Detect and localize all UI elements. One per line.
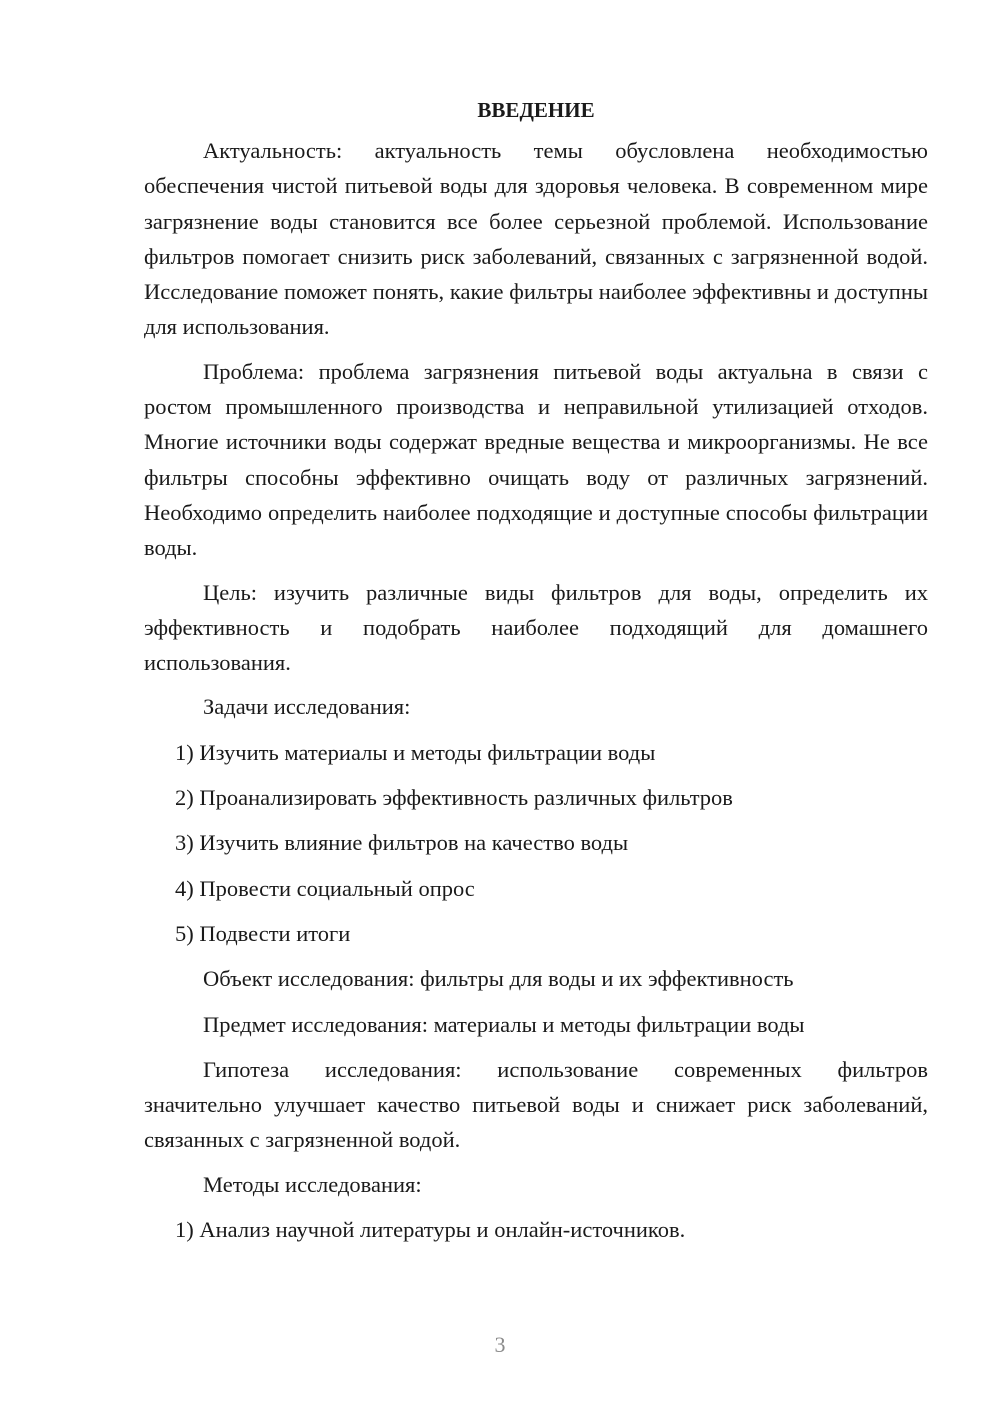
hypothesis-paragraph: Гипотеза исследования: использование современных фильтров значительно улучшает качество питьевой воды и снижает риск заболеваний, связанных с загрязненной водой. (144, 1056, 928, 1153)
methods-heading: Методы исследования: (203, 1171, 422, 1197)
research-object: Объект исследования: фильтры для воды и их эффективность (203, 966, 794, 992)
research-subject: Предмет исследования: материалы и методы фильтрации воды (203, 1011, 805, 1037)
section-heading: ВВЕДЕНИЕ (477, 98, 595, 122)
method-item-1: 1) Анализ научной литературы и онлайн-источников. (175, 1217, 686, 1243)
relevance-paragraph: Актуальность: актуальность темы обусловлена необходимостью обеспечения чистой питьевой воды для здоровья человека. В современном мире загрязнение воды становится все более серьезной проблемой. Использование фильтров помогает снизить риск заболеваний, связанных с загрязненной водой. Исследование поможет понять, какие фильтры наиболее эффективны и доступны для использования. (144, 138, 928, 340)
task-item-4: 4) Провести социальный опрос (175, 875, 475, 901)
task-item-1: 1) Изучить материалы и методы фильтрации воды (175, 739, 656, 765)
problem-paragraph: Проблема: проблема загрязнения питьевой воды актуальна в связи с ростом промышленного производства и неправильной утилизацией отходов. Многие источники воды содержат вредные вещества и микроорганизмы. Не все фильтры способны эффективно очищать воду от различных загрязнений. Необходимо определить наиболее подходящие и доступные способы фильтрации воды. (144, 358, 928, 561)
page-number: 3 (494, 1332, 506, 1357)
tasks-heading: Задачи исследования: (203, 694, 411, 720)
task-item-5: 5) Подвести итоги (175, 920, 351, 946)
goal-paragraph: Цель: изучить различные виды фильтров для воды, определить их эффективность и подобрать наиболее подходящий для домашнего использования. (144, 579, 928, 676)
task-item-3: 3) Изучить влияние фильтров на качество воды (175, 830, 629, 856)
task-item-2: 2) Проанализировать эффективность различных фильтров (175, 785, 733, 811)
page-content (144, 94, 928, 1257)
